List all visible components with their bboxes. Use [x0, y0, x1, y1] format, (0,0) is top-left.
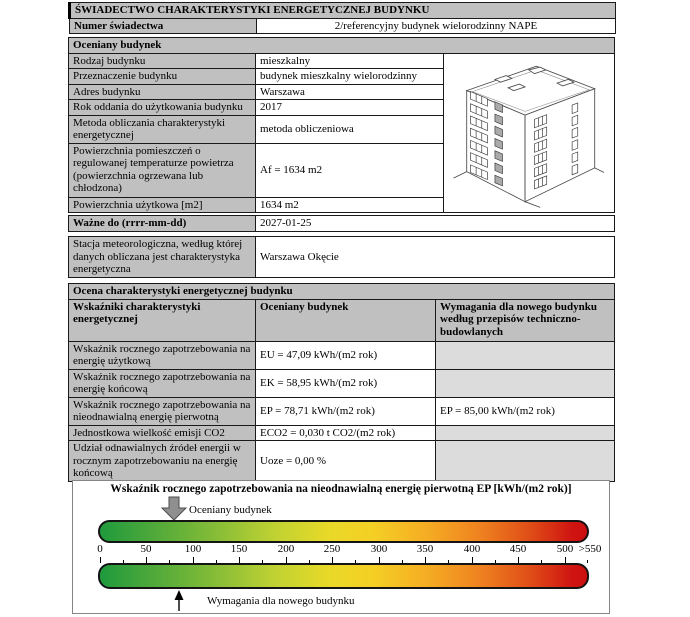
- axis-tick-label: 200: [277, 543, 295, 555]
- table-row: [69, 441, 615, 482]
- axis-tick-label: 150: [230, 543, 248, 555]
- axis-minor-tick: [587, 560, 588, 563]
- building-drawing-icon: [446, 58, 606, 208]
- column-header-requirements: Wymagania dla nowego budynku według przepisów techniczno-budowlanych: [436, 299, 615, 341]
- axis-tick-label: 50: [140, 543, 152, 555]
- row-value: 1634 m2: [256, 197, 444, 213]
- row-label: Powierzchnia pomieszczeń o regulowanej temperaturze powietrza (powierzchnia ogrzewana lub chłodzona): [69, 143, 256, 197]
- ep-scale-bar-top: [98, 520, 589, 543]
- column-header-indicators: Wskaźniki charakterystyki energetycznej: [69, 299, 256, 341]
- row-label: Adres budynku: [69, 84, 256, 100]
- ep-scale-bar-bottom: [98, 563, 589, 589]
- requirement-label: Wymagania dla nowego budynku: [207, 595, 355, 607]
- row-label: Udział odnawialnych źródeł energii w rocznym zapotrzebowaniu na energię końcową: [69, 441, 256, 482]
- valid-until-label: Ważne do (rrrr-mm-dd): [69, 216, 256, 232]
- row-building-value: ECO2 = 0,030 t CO2/(m2 rok): [256, 425, 436, 441]
- axis-tick-label: 500: [556, 543, 574, 555]
- certificate-title: ŚWIADECTWO CHARAKTERYSTYKI ENERGETYCZNEJ BUDYNKU: [70, 3, 616, 19]
- row-requirement-value: EP = 85,00 kWh/(m2 rok): [436, 397, 615, 425]
- row-value: Af = 1634 m2: [256, 143, 444, 197]
- row-value: Warszawa: [256, 84, 444, 100]
- row-value: 2017: [256, 100, 444, 116]
- assessment-section: [68, 283, 614, 482]
- row-building-value: EU = 47,09 kWh/(m2 rok): [256, 341, 436, 369]
- requirement-arrow-icon: [172, 590, 186, 612]
- certificate-header-section: [68, 2, 614, 34]
- building-section: [68, 37, 614, 213]
- axis-tick-label: 250: [323, 543, 341, 555]
- building-section-header: Oceniany budynek: [69, 38, 615, 54]
- assessment-header-row: [69, 299, 615, 341]
- column-header-assessed: Oceniany budynek: [256, 299, 436, 341]
- weather-station-value: Warszawa Okęcie: [256, 237, 615, 278]
- row-building-value: Uoze = 0,00 %: [256, 441, 436, 482]
- row-value: mieszkalny: [256, 53, 444, 69]
- row-label: Wskaźnik rocznego zapotrzebowania na nieodnawialną energię pierwotną: [69, 397, 256, 425]
- axis-tick-label: 100: [184, 543, 202, 555]
- weather-station-label: Stacja meteorologiczna, według której danych obliczana jest charakterystyka energetyczna: [69, 237, 256, 278]
- weather-station-table: [68, 236, 615, 278]
- valid-until-section: [68, 215, 614, 232]
- ep-scale-chart: [72, 480, 610, 614]
- row-label: Przeznaczenie budynku: [69, 69, 256, 85]
- row-label: Rodzaj budynku: [69, 53, 256, 69]
- certificate-number-value: 2/referencyjny budynek wielorodzinny NAPE: [257, 18, 616, 34]
- valid-until-table: [68, 215, 615, 232]
- row-label: Jednostkowa wielkość emisji CO2: [69, 425, 256, 441]
- axis-major-tick: [100, 557, 101, 563]
- axis-tick-label: 300: [370, 543, 388, 555]
- table-row: [69, 397, 615, 425]
- table-row: [69, 341, 615, 369]
- row-requirement-value: [436, 369, 615, 397]
- table-row: [69, 53, 615, 69]
- chart-title: Wskaźnik rocznego zapotrzebowania na nieodnawialną energię pierwotną EP [kWh/(m2 rok)]: [110, 483, 572, 495]
- row-requirement-value: [436, 425, 615, 441]
- table-row: [69, 425, 615, 441]
- row-value: metoda obliczeniowa: [256, 115, 444, 143]
- weather-station-section: [68, 236, 614, 278]
- row-label: Metoda obliczania charakterystyki energetycznej: [69, 115, 256, 143]
- row-building-value: EK = 58,95 kWh/(m2 rok): [256, 369, 436, 397]
- axis-tick-label: 350: [416, 543, 434, 555]
- assessed-building-arrow-icon: [160, 496, 188, 521]
- building-illustration: [444, 53, 615, 213]
- row-building-value: EP = 78,71 kWh/(m2 rok): [256, 397, 436, 425]
- axis-tick-label: 450: [509, 543, 527, 555]
- certificate-table: [68, 2, 616, 34]
- axis-tick-label: >550: [578, 543, 602, 555]
- building-table: [68, 37, 615, 213]
- certificate-number-label: Numer świadectwa: [70, 18, 257, 34]
- axis-tick-label: 0: [97, 543, 103, 555]
- assessed-building-label: Oceniany budynek: [189, 504, 272, 516]
- row-value: budynek mieszkalny wielorodzinny: [256, 69, 444, 85]
- valid-until-value: 2027-01-25: [256, 216, 615, 232]
- assessment-table: [68, 283, 615, 482]
- row-requirement-value: [436, 341, 615, 369]
- assessment-section-header: Ocena charakterystyki energetycznej budynku: [69, 284, 615, 300]
- axis-tick-label: 400: [463, 543, 481, 555]
- row-label: Wskaźnik rocznego zapotrzebowania na energię użytkową: [69, 341, 256, 369]
- row-label: Rok oddania do użytkowania budynku: [69, 100, 256, 116]
- table-row: [69, 369, 615, 397]
- row-label: Powierzchnia użytkowa [m2]: [69, 197, 256, 213]
- row-label: Wskaźnik rocznego zapotrzebowania na energię końcową: [69, 369, 256, 397]
- row-requirement-value: [436, 441, 615, 482]
